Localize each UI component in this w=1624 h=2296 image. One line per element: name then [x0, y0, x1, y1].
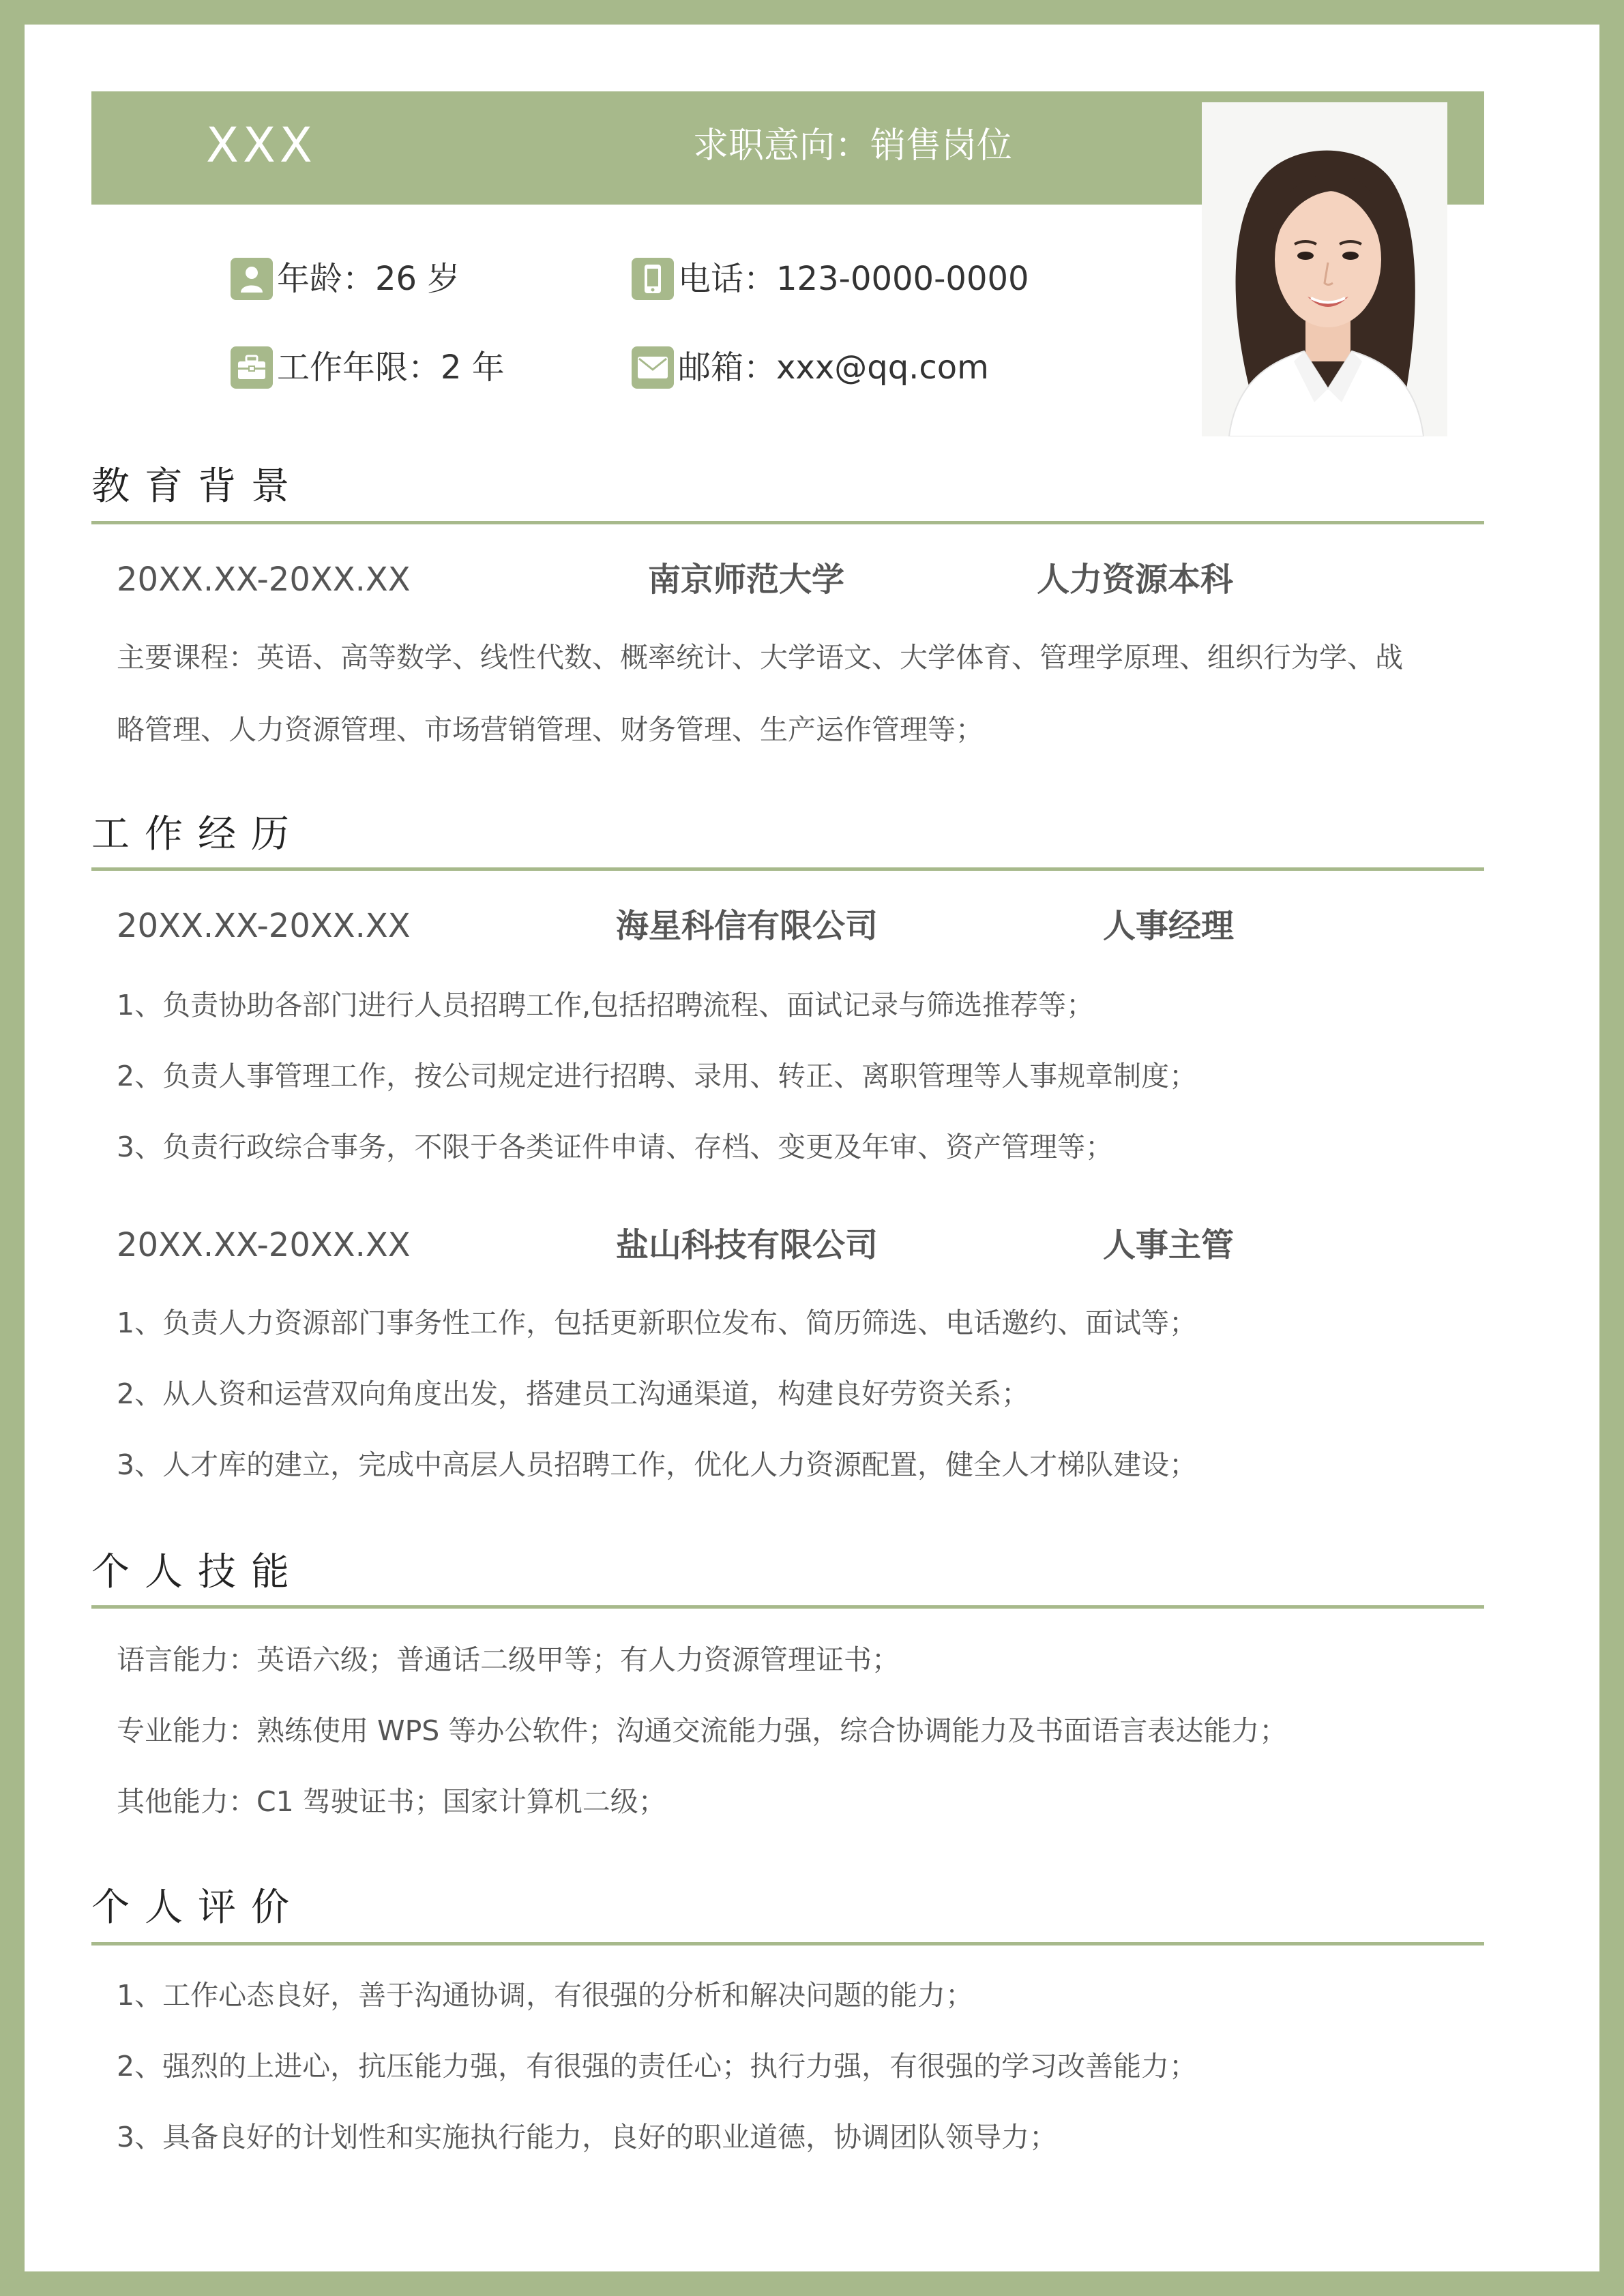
education-date: 20XX.XX-20XX.XX: [117, 561, 411, 599]
job-duty: 1、负责人力资源部门事务性工作，包括更新职位发布、简历筛选、电话邀约、面试等；: [117, 1307, 1198, 1339]
user-icon: [231, 258, 273, 300]
job-intent: 求职意向：销售岗位: [693, 125, 1013, 166]
age-text: 年龄：26 岁: [277, 260, 460, 298]
skill-item: 语言能力：英语六级；普通话二级甲等；有人力资源管理证书；: [117, 1643, 900, 1676]
section-divider: [91, 521, 1484, 524]
mail-icon: [632, 346, 674, 389]
job-duty: 2、从人资和运营双向角度出发，搭建员工沟通渠道，构建良好劳资关系；: [117, 1377, 1030, 1410]
job-company: 盐山科技有限公司: [616, 1226, 879, 1264]
education-courses-cont: 略管理、人力资源管理、市场营销管理、财务管理、生产运作管理等；: [117, 713, 984, 746]
evaluation-item: 1、工作心态良好，善于沟通协调，有很强的分析和解决问题的能力；: [117, 1979, 974, 2012]
section-divider: [91, 1942, 1484, 1945]
job-position: 人事经理: [1103, 907, 1235, 945]
education-school: 南京师范大学: [648, 561, 845, 599]
section-title-work: 工作经历: [91, 812, 304, 856]
section-title-evaluation: 个人评价: [91, 1885, 304, 1930]
section-divider: [91, 867, 1484, 871]
info-phone: [632, 258, 1029, 300]
section-title-skills: 个人技能: [91, 1550, 304, 1594]
skill-item: 专业能力：熟练使用 WPS 等办公软件；沟通交流能力强，综合协调能力及书面语言表达能力；: [117, 1714, 1288, 1747]
job-duty: 3、负责行政综合事务，不限于各类证件申请、存档、变更及年审、资产管理等；: [117, 1131, 1114, 1163]
evaluation-item: 3、具备良好的计划性和实施执行能力，良好的职业道德，协调团队领导力；: [117, 2121, 1058, 2153]
portrait-illustration: [1202, 102, 1447, 436]
work-years-text: 工作年限：2 年: [277, 348, 505, 387]
info-work-years: [231, 346, 505, 389]
education-degree: 人力资源本科: [1037, 561, 1234, 599]
job-duty: 2、负责人事管理工作，按公司规定进行招聘、录用、转正、离职管理等人事规章制度；: [117, 1060, 1198, 1092]
section-divider: [91, 1605, 1484, 1609]
info-email: [632, 346, 989, 389]
evaluation-item: 2、强烈的上进心，抗压能力强，有很强的责任心；执行力强，有很强的学习改善能力；: [117, 2050, 1198, 2083]
job-date: 20XX.XX-20XX.XX: [117, 1226, 411, 1264]
job-company: 海星科信有限公司: [616, 907, 879, 945]
job-date: 20XX.XX-20XX.XX: [117, 907, 411, 945]
job-duty: 1、负责协助各部门进行人员招聘工作,包括招聘流程、面试记录与筛选推荐等；: [117, 989, 1095, 1022]
phone-icon: [632, 258, 674, 300]
job-duty: 3、人才库的建立，完成中高层人员招聘工作，优化人力资源配置，健全人才梯队建设；: [117, 1448, 1198, 1481]
section-title-education: 教育背景: [91, 464, 304, 509]
skill-item: 其他能力：C1 驾驶证书；国家计算机二级；: [117, 1785, 666, 1818]
phone-text: 电话：123-0000-0000: [678, 260, 1029, 298]
job-position: 人事主管: [1103, 1226, 1235, 1264]
briefcase-icon: [231, 346, 273, 389]
candidate-name: XXX: [206, 117, 316, 173]
education-courses: 主要课程：英语、高等数学、线性代数、概率统计、大学语文、大学体育、管理学原理、组织行为学、战: [117, 641, 1403, 674]
info-age: [231, 258, 460, 300]
email-text: 邮箱：xxx@qq.com: [678, 348, 989, 387]
profile-photo: [1202, 102, 1447, 436]
